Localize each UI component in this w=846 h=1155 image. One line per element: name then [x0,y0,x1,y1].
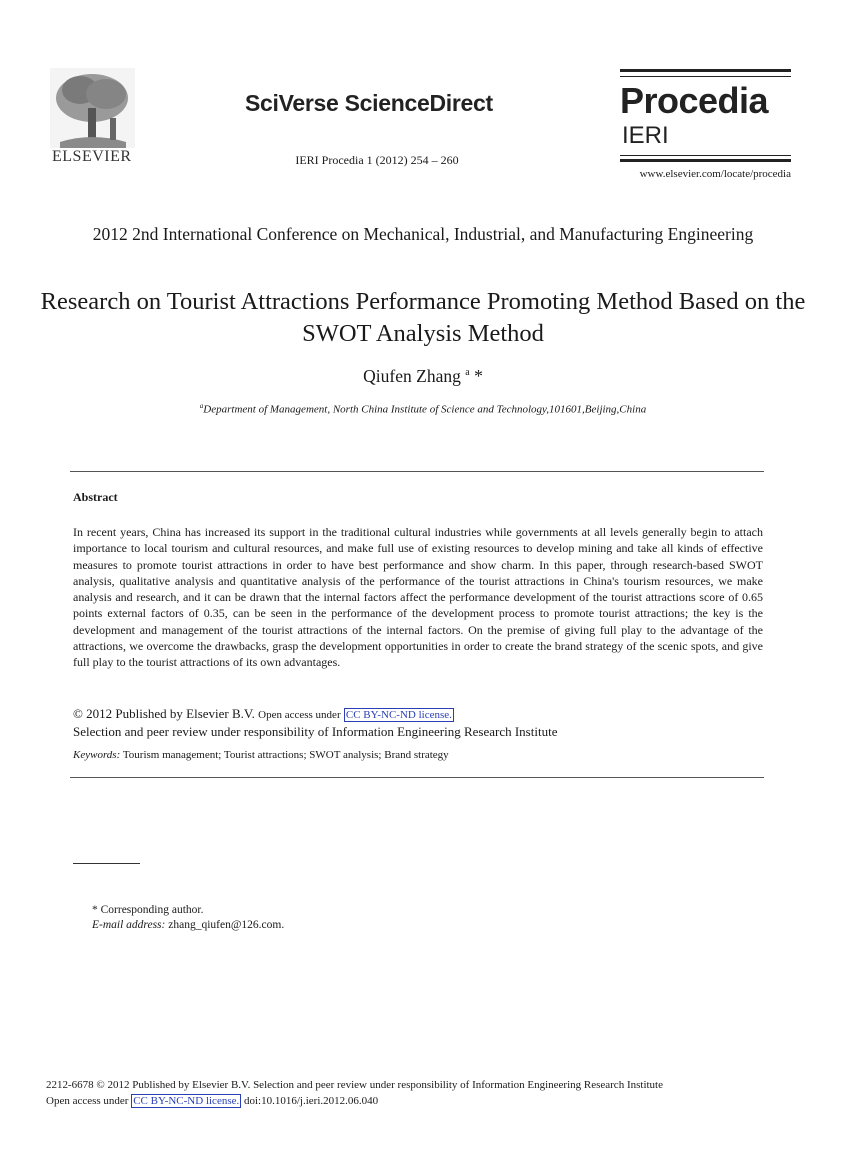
paper-title: Research on Tourist Attractions Performance Promoting Method Based on the SWOT Analysis Method [40,288,806,347]
corresponding-author: * Corresponding author. [92,904,204,916]
journal-name: Procedia [620,80,769,121]
copyright-line: © 2012 Published by Elsevier B.V. Open access under CC BY-NC-ND license. [73,706,452,721]
journal-url[interactable]: www.elsevier.com/locate/procedia [639,168,791,180]
divider [620,159,791,162]
affiliation: $^a$Department of Management, North China Institute of Science and Technology,101601,Beijing,China [199,402,647,416]
footer-license: Open access under CC BY-NC-ND license. doi:10.1016/j.ieri.2012.06.040 [46,1095,379,1107]
publisher-name: ELSEVIER [52,148,132,165]
footnote-divider [73,863,140,864]
author-email: E-mail address: zhang_qiufen@126.com. [92,919,285,931]
peer-review-statement: Selection and peer review under responsibility of Information Engineering Research Institute [73,724,558,739]
footer-copyright: 2212-6678 © 2012 Published by Elsevier B.V. Selection and peer review under responsibility of Information Engineering Research Institute [46,1079,663,1091]
abstract-body: In recent years, China has increased its support in the traditional cultural industries while governments at all levels generally begin to attach importance to local tourism and cultural resources, and make full use of existing resources to develop mining and take all kinds of effective measures to promote tourist attractions in order to have best performance and show charm. In this paper, through research-based SWOT analysis, qualitative analysis and quantitative analysis of the performance of the tourist attractions in China's tourism resources, we make analysis and research, and it can be drawn that the internal factors affect the performance development of the tourist attractions score of 0.65 points external factors of 0.35, can be seen in the performance of the development process to promote tourist attractions; the key is the development and management of the tourist attractions of the internal factors. On the premise of giving full play to the advantage of the attractions, we overcome the drawbacks, grasp the development opportunities in order to create the brand strategy of the scenic spots, and give full play to the tourist attractions of its own advantages. [73,525,763,670]
platform-name: SciVerse ScienceDirect [245,90,493,116]
keywords: Keywords: Tourism management; Tourist attractions; SWOT analysis; Brand strategy [73,749,449,761]
journal-sub: IERI [622,122,669,149]
footer-license-link[interactable]: CC BY-NC-ND license. [133,1095,240,1107]
author: Qiufen Zhang $^a$ * [363,366,483,386]
divider [620,76,791,77]
journal-reference: IERI Procedia 1 (2012) 254 – 260 [295,153,459,167]
divider [70,777,764,778]
divider [620,69,791,72]
divider [620,155,791,156]
divider [70,471,764,472]
conference-name: 2012 2nd International Conference on Mechanical, Industrial, and Manufacturing Engineering [92,224,754,244]
abstract-heading: Abstract [73,490,118,504]
doi[interactable]: doi:10.1016/j.ieri.2012.06.040 [244,1095,379,1107]
license-link[interactable]: CC BY-NC-ND license. [345,709,452,721]
